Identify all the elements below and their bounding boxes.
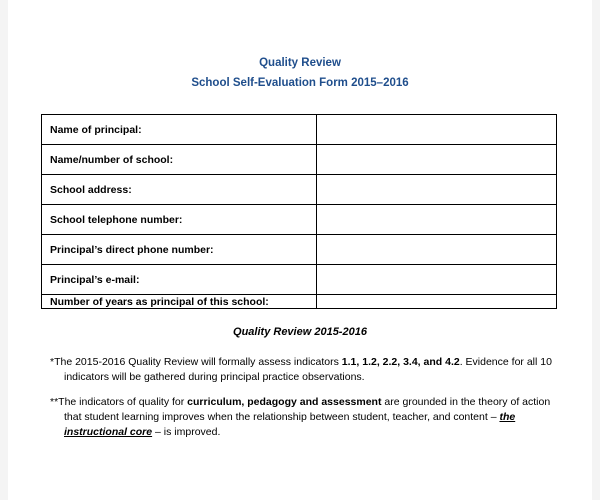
- note1-indicators: 1.1, 1.2, 2.2, 3.4, and 4.2: [341, 356, 460, 368]
- table-row: [42, 265, 557, 295]
- note2-ending: – is improved.: [152, 426, 221, 438]
- school-address-field[interactable]: [316, 175, 556, 205]
- school-address-label: School address:: [42, 175, 317, 205]
- table-row: [42, 205, 557, 235]
- principal-name-field[interactable]: [316, 115, 556, 145]
- note2-suffix: are grounded in the theory of action: [381, 396, 551, 408]
- note1-suffix: . Evidence for all 10: [459, 356, 552, 368]
- note2-core-term: instructional core: [64, 426, 153, 438]
- principal-email-label: Principal’s e-mail:: [42, 265, 317, 295]
- page-title: Quality Review: [259, 57, 341, 69]
- principal-phone-field[interactable]: [316, 235, 556, 265]
- document-page: [8, 0, 592, 500]
- footnote-indicators: [50, 355, 580, 385]
- table-row: [42, 175, 557, 205]
- note2-prefix: **The indicators of quality for: [50, 396, 188, 408]
- table-row: [42, 145, 557, 175]
- table-row: [42, 295, 557, 309]
- page-subtitle: School Self-Evaluation Form 2015–2016: [191, 77, 409, 89]
- section-heading: Quality Review 2015-2016: [233, 326, 367, 338]
- note2-the-word: the: [499, 411, 516, 423]
- school-phone-label: School telephone number:: [42, 205, 317, 235]
- table-row: [42, 115, 557, 145]
- school-info-table: [41, 114, 557, 309]
- school-name-label: Name/number of school:: [42, 145, 317, 175]
- years-as-principal-label: Number of years as principal of this school:: [42, 295, 317, 309]
- note2-bold-terms: curriculum, pedagogy and assessment: [187, 396, 382, 408]
- note2-line2-start: that student learning improves when the relationship between student, teacher, and content –: [64, 411, 500, 423]
- principal-name-label: Name of principal:: [42, 115, 317, 145]
- note1-line2: indicators will be gathered during principal practice observations.: [64, 371, 365, 383]
- note2-line2: [50, 410, 580, 425]
- footnote-quality-indicators: [50, 395, 580, 440]
- note1-prefix: *The 2015-2016 Quality Review will formally assess indicators: [50, 356, 342, 368]
- school-name-field[interactable]: [316, 145, 556, 175]
- note2-line3: [50, 425, 580, 440]
- principal-email-field[interactable]: [316, 265, 556, 295]
- table-row: [42, 235, 557, 265]
- school-phone-field[interactable]: [316, 205, 556, 235]
- principal-phone-label: Principal’s direct phone number:: [42, 235, 317, 265]
- years-as-principal-field[interactable]: [316, 295, 556, 309]
